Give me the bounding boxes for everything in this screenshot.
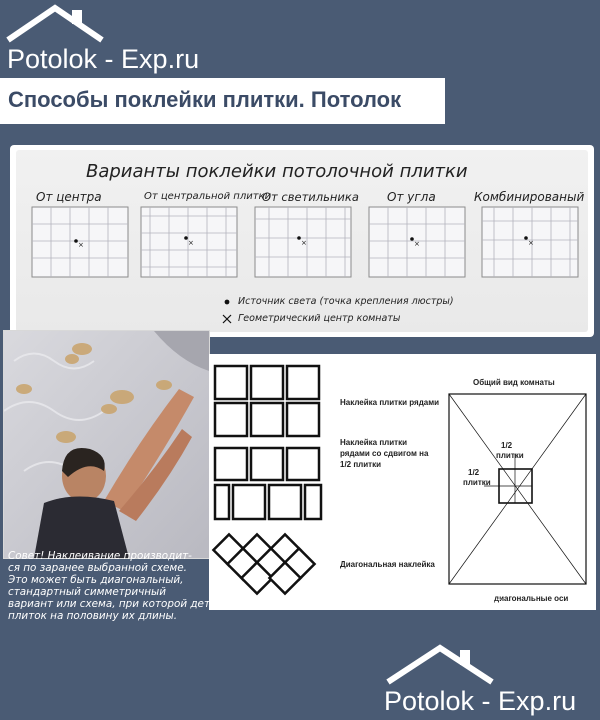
- tile: [305, 485, 321, 519]
- grid-from-central-tile: [141, 207, 237, 277]
- grid-from-lamp: [255, 207, 351, 277]
- legend-light-source: Источник света (точка крепления люстры): [238, 296, 454, 307]
- tile: [215, 448, 247, 480]
- svg-text:×: ×: [78, 241, 84, 249]
- tile: [251, 366, 283, 399]
- label-half-b-2: плитки: [463, 478, 491, 487]
- tip-text: [8, 550, 525, 622]
- photo-illustration: [4, 331, 209, 558]
- variants-diagram-inner: [16, 150, 588, 332]
- tip-line-1: Совет! Наклеивание производит-: [8, 550, 192, 562]
- tile: [215, 485, 229, 519]
- variants-diagram: [10, 145, 594, 337]
- label-offset-2: рядами со сдвигом на: [340, 449, 429, 458]
- tile: [269, 485, 301, 519]
- site-logo-text-bottom[interactable]: Potolok - Exp.ru: [384, 686, 577, 716]
- house-logo-icon: [0, 2, 110, 44]
- variant-label-2: От центральной плитки: [144, 191, 272, 202]
- svg-text:×: ×: [414, 240, 420, 248]
- title-bar: [0, 78, 445, 124]
- tile: [287, 366, 319, 399]
- legend-room-center: Геометрический центр комнаты: [238, 313, 401, 324]
- label-room: Общий вид комнаты: [473, 378, 555, 387]
- label-rows: Наклейка плитки рядами: [340, 398, 440, 407]
- tile: [251, 403, 283, 436]
- svg-text:×: ×: [528, 239, 534, 247]
- tip-line-6: плиток на половину их длины.: [8, 610, 177, 622]
- tile: [215, 366, 247, 399]
- house-logo-icon: [380, 640, 500, 686]
- tile: [251, 448, 283, 480]
- tile: [215, 403, 247, 436]
- svg-text:×: ×: [301, 239, 307, 247]
- variant-label-4: От угла: [387, 190, 436, 204]
- photo-man-gluing-tile: [3, 330, 210, 559]
- label-half-b-1: 1/2: [468, 468, 480, 477]
- grid-from-corner: [369, 207, 465, 277]
- label-half-a-1: 1/2: [501, 441, 513, 450]
- tip-line-2: ся по заранее выбранной схеме.: [8, 562, 187, 574]
- tip-line-4: стандартный симметричный: [8, 586, 167, 598]
- variant-label-5: Комбинированый: [474, 190, 585, 204]
- grid-combined: [482, 207, 578, 277]
- variant-label-1: От центра: [36, 190, 102, 204]
- variants-title: Варианты поклейки потолочной плитки: [86, 161, 468, 182]
- legend-dot-icon: [225, 300, 230, 305]
- tile: [287, 403, 319, 436]
- tip-line-5: вариант или схема, при которой детали прикрепляются «в разбежку», смещая соседний ряд: [8, 598, 525, 610]
- site-logo-text[interactable]: Potolok - Exp.ru: [7, 44, 200, 74]
- tile: [233, 485, 265, 519]
- variant-label-3: От светильника: [262, 190, 359, 204]
- label-offset-3: 1/2 плитки: [340, 460, 382, 469]
- page-title: Способы поклейки плитки. Потолок: [8, 87, 402, 112]
- svg-text:×: ×: [188, 239, 194, 247]
- label-half-a-2: плитки: [496, 451, 524, 460]
- label-offset-1: Наклейка плитки: [340, 438, 408, 447]
- tile: [287, 448, 319, 480]
- label-axes: диагональные оси: [494, 594, 569, 603]
- label-diagonal: Диагональная наклейка: [340, 560, 435, 569]
- tip-line-3: Это может быть диагональный,: [8, 574, 184, 586]
- legend-cross-icon: [223, 315, 231, 323]
- room-scheme: [449, 394, 586, 584]
- grid-from-center: [32, 207, 128, 277]
